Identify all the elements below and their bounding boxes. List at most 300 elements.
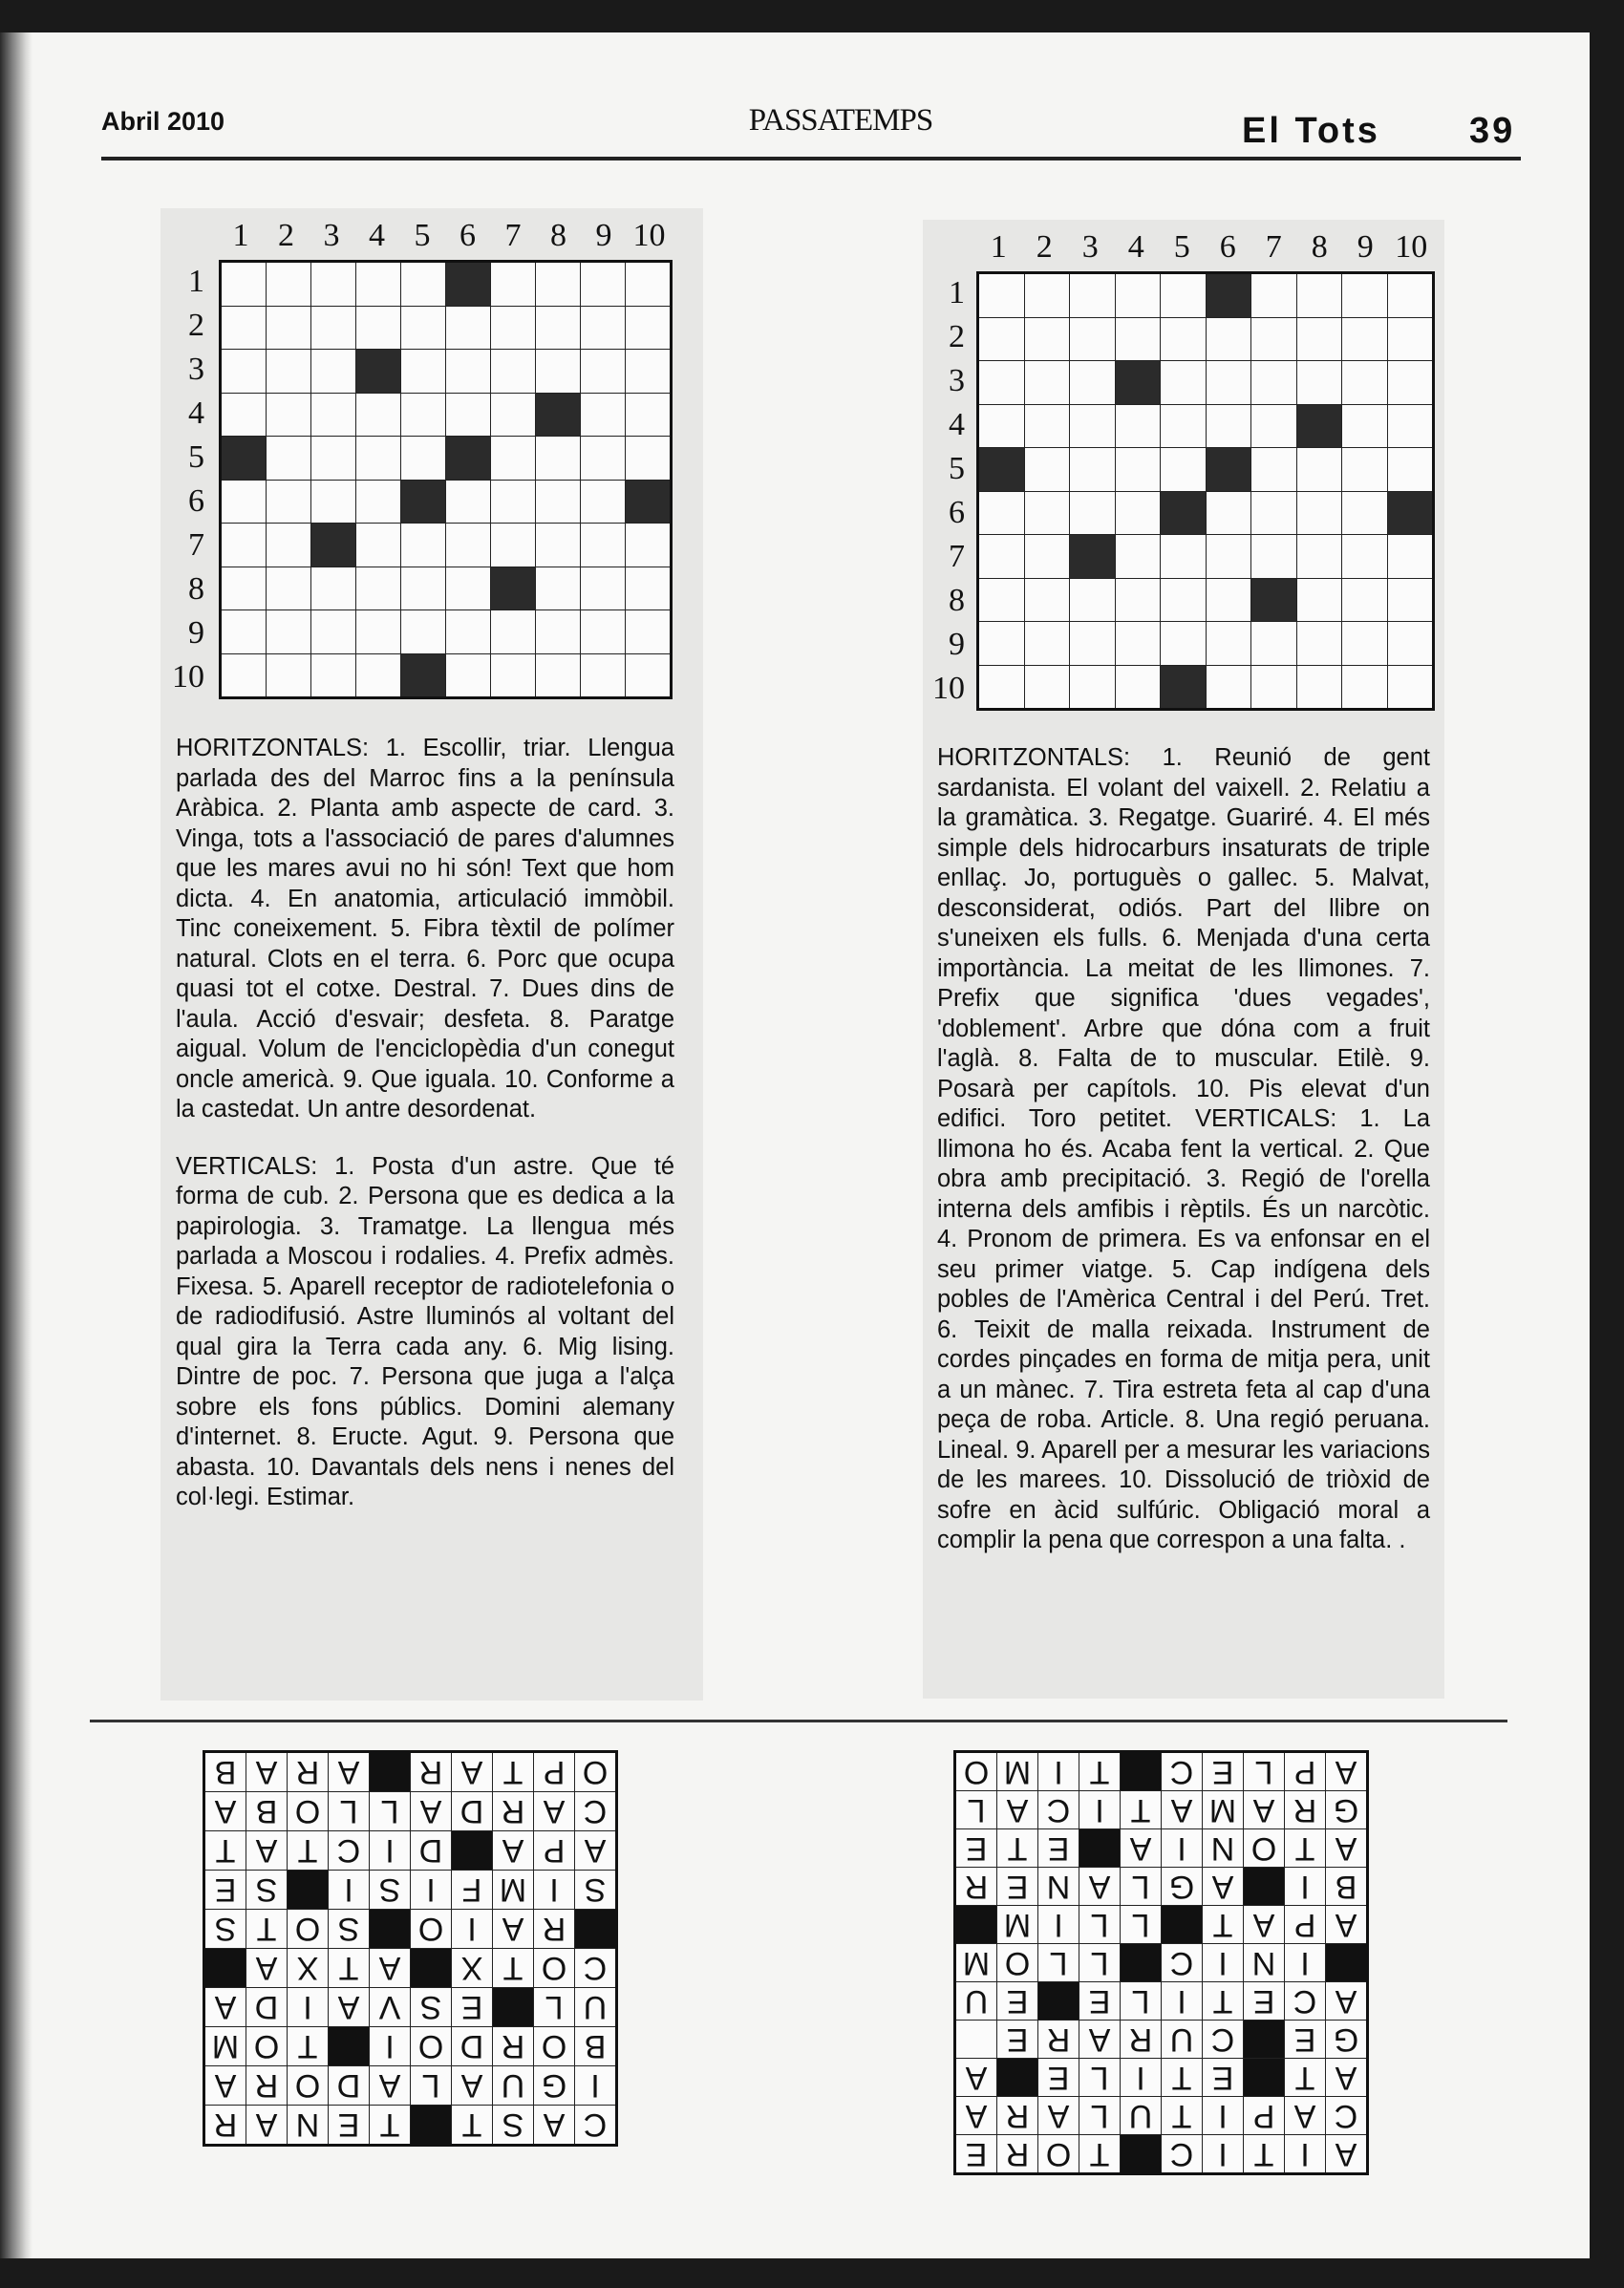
black-cell <box>1070 535 1116 579</box>
solution-cell: O <box>1038 2135 1079 2174</box>
grid-cell <box>1296 448 1342 492</box>
solution-cell: O <box>534 1949 575 1988</box>
grid-cell <box>1070 491 1116 535</box>
solution-cell: O <box>411 2027 452 2066</box>
grid-cell <box>1206 404 1251 448</box>
solution-black-cell <box>1038 1982 1079 2021</box>
issue-date: Abril 2010 <box>101 107 225 136</box>
grid-cell <box>267 262 311 307</box>
black-cell <box>311 524 356 567</box>
row-number: 2 <box>949 319 965 354</box>
solution-cell: V <box>370 1988 411 2027</box>
column-number: 1 <box>232 218 249 253</box>
solution-cell: L <box>955 1791 997 1829</box>
right-clues <box>937 743 1430 1583</box>
solution-black-cell <box>288 1871 329 1910</box>
solution-cell: E <box>997 1868 1038 1906</box>
grid-cell <box>491 480 536 524</box>
solution-cell: T <box>288 1831 329 1871</box>
grid-cell <box>1161 535 1207 579</box>
solution-cell: A <box>1326 2059 1368 2097</box>
solution-black-cell <box>204 1949 246 1988</box>
solution-cell: D <box>246 1988 288 2027</box>
solution-cell: I <box>1203 2097 1244 2135</box>
solution-cell: U <box>493 2066 534 2106</box>
solution-cell: E <box>997 1982 1038 2021</box>
grid-cell <box>626 350 672 394</box>
solution-cell: E <box>955 2135 997 2174</box>
solution-black-cell <box>1121 1944 1162 1982</box>
grid-cell <box>1296 535 1342 579</box>
grid-cell <box>221 567 267 610</box>
solution-cell: S <box>329 1910 370 1949</box>
solution-cell: O <box>411 1910 452 1949</box>
solution-cell: A <box>204 1988 246 2027</box>
solution-cell: A <box>1121 1829 1162 1868</box>
grid-cell <box>401 393 446 437</box>
grid-cell <box>1387 578 1434 622</box>
solution-cell: T <box>493 1949 534 1988</box>
solution-black-cell <box>575 1910 617 1949</box>
solution-black-cell <box>997 2059 1038 2097</box>
grid-cell <box>446 524 491 567</box>
grid-cell <box>1024 665 1070 710</box>
solution-cell: R <box>997 2097 1038 2135</box>
solution-cell: M <box>493 1871 534 1910</box>
solution-black-cell <box>329 2027 370 2066</box>
grid-cell <box>1115 535 1161 579</box>
solution-cell: I <box>1121 2059 1162 2097</box>
solution-cell: E <box>1079 1982 1121 2021</box>
grid-cell <box>1024 578 1070 622</box>
solution-cell: T <box>493 1752 534 1792</box>
solution-cell: L <box>329 1792 370 1831</box>
solution-cell: T <box>1162 2097 1203 2135</box>
solution-cell: B <box>246 1792 288 1831</box>
grid-cell <box>446 567 491 610</box>
solution-cell: X <box>288 1949 329 1988</box>
solution-cell: N <box>1203 1829 1244 1868</box>
grid-cell <box>491 610 536 654</box>
solution-black-cell <box>1162 1906 1203 1944</box>
grid-cell <box>491 306 536 350</box>
black-cell <box>1206 273 1251 318</box>
grid-cell <box>1161 578 1207 622</box>
grid-cell <box>1161 622 1207 666</box>
solution-cell: E <box>1203 2059 1244 2097</box>
left-clues <box>176 734 674 1540</box>
solution-cell: E <box>1285 2021 1326 2059</box>
solution-black-cell <box>1121 2135 1162 2174</box>
grid-cell <box>581 306 626 350</box>
grid-cell <box>311 567 356 610</box>
grid-cell <box>221 393 267 437</box>
grid-cell <box>581 567 626 610</box>
grid-cell <box>1024 622 1070 666</box>
grid-cell <box>1296 317 1342 361</box>
solution-cell: O <box>997 1944 1038 1982</box>
solution-cell: D <box>452 2027 493 2066</box>
column-number: 4 <box>1127 229 1144 265</box>
solution-cell: A <box>1244 1791 1285 1829</box>
grid-cell <box>221 653 267 698</box>
page-spine <box>0 32 32 2258</box>
grid-cell <box>1024 448 1070 492</box>
solution-cell: R <box>204 2106 246 2146</box>
black-cell <box>626 480 672 524</box>
solution-cell: T <box>1244 2135 1285 2174</box>
solution-cell: R <box>246 2066 288 2106</box>
solution-cell: O <box>288 2066 329 2106</box>
grid-cell <box>1115 404 1161 448</box>
grid-cell <box>536 480 581 524</box>
row-number: 4 <box>188 396 204 431</box>
solution-cell: I <box>1162 1982 1203 2021</box>
grid-cell <box>267 350 311 394</box>
grid-cell <box>536 610 581 654</box>
grid-cell <box>1387 317 1434 361</box>
grid-cell <box>1206 535 1251 579</box>
grid-cell <box>311 653 356 698</box>
grid-cell <box>626 653 672 698</box>
solution-cell: L <box>1079 2097 1121 2135</box>
solution-cell: A <box>1285 2097 1326 2135</box>
solution-black-cell <box>411 1949 452 1988</box>
solution-cell: S <box>246 1871 288 1910</box>
grid-cell <box>1115 622 1161 666</box>
solution-black-cell <box>411 2106 452 2146</box>
column-number: 10 <box>1395 229 1428 265</box>
solution-cell: S <box>370 1871 411 1910</box>
grid-cell <box>1342 535 1388 579</box>
row-number: 7 <box>188 527 204 563</box>
grid-cell <box>1387 448 1434 492</box>
solution-cell: A <box>1203 1868 1244 1906</box>
grid-cell <box>1296 491 1342 535</box>
right-crossword-grid <box>976 271 1435 711</box>
solution-cell: A <box>1244 1906 1285 1944</box>
right-clue-text: HORITZONTALS: 1. Reunió de gent sardanista. El volant del vaixell. 2. Relatiu a la gramàtica. 3. Regatge. Guariré. 4. El més simple dels hidrocarburs insaturats de triple enllaç. Jo, portuguès o gallec. 5. Malvat, desconsiderat, odiós. Part del llibre on s'uneixen els fulls. 6. Menjada d'una certa importància. La meitat de les llimones. 7. Prefix que significa 'dues vegades', 'doblement'. Arbre que dóna com a fruit l'aglà. 8. Falta de to muscular. Etilè. 9. Posarà per capítols. 10. Pis elevat d'un edifici. Toro petitet. VERTICALS: 1. La llimona ho és. Acaba fent la vertical. 2. Que obra amb precipitació. 3. Regió de l'orella interna dels amfibis i rèptils. És un narcòtic. 4. Pronom de primera. Es va enfonsar en el seu primer viatge. 5. Cap indígena dels pobles de l'Amèrica Central i del Perú. Tret. 6. Teixit de malla reixada. Instrument de cordes pinçades en forma de mitja pera, unit a un mànec. 7. Tira estreta feta al cap d'una peça de roba. Article. 8. Una regió peruana. Lineal. 9. Aparell per a mesurar les variacions de les marees. 10. Dissolució de triòxid de sofre en àcid sulfúric. Obligació moral a complir la pena que correspon a una falta. . <box>937 744 1430 1553</box>
solution-cell: T <box>1079 2135 1121 2174</box>
grid-cell <box>581 350 626 394</box>
row-number: 5 <box>949 451 965 486</box>
row-number: 8 <box>188 571 204 607</box>
row-number: 7 <box>949 539 965 574</box>
solution-cell: S <box>204 1910 246 1949</box>
solution-cell: L <box>370 1792 411 1831</box>
grid-cell <box>311 610 356 654</box>
solution-cell: A <box>493 1910 534 1949</box>
solution-cell: E <box>1203 1752 1244 1791</box>
grid-cell <box>1251 622 1297 666</box>
grid-cell <box>221 524 267 567</box>
solution-cell: I <box>1285 1944 1326 1982</box>
solution-cell: A <box>370 1949 411 1988</box>
grid-cell <box>1387 273 1434 318</box>
solution-cell: I <box>1038 1906 1079 1944</box>
row-number: 6 <box>949 495 965 530</box>
solutions-divider <box>90 1720 1507 1722</box>
solution-cell: A <box>204 1792 246 1831</box>
solution-cell: A <box>1162 1791 1203 1829</box>
solution-cell: R <box>955 1868 997 1906</box>
solution-cell: I <box>1079 1791 1121 1829</box>
solution-cell: D <box>329 2066 370 2106</box>
solution-cell: B <box>204 1752 246 1792</box>
solution-cell: I <box>1203 1944 1244 1982</box>
solution-cell: P <box>1285 1906 1326 1944</box>
black-cell <box>1161 665 1207 710</box>
solution-cell: R <box>534 1910 575 1949</box>
solution-cell: A <box>955 2059 997 2097</box>
solution-cell: R <box>1121 2021 1162 2059</box>
grid-cell <box>581 524 626 567</box>
row-number: 6 <box>188 483 204 519</box>
column-number: 9 <box>595 218 612 253</box>
grid-cell <box>401 350 446 394</box>
solution-cell: A <box>493 1831 534 1871</box>
solution-cell: A <box>370 2066 411 2106</box>
grid-cell <box>1296 622 1342 666</box>
solution-cell: P <box>534 1752 575 1792</box>
grid-cell <box>1206 622 1251 666</box>
black-cell <box>446 437 491 481</box>
grid-cell <box>1161 404 1207 448</box>
solution-cell: C <box>1326 2097 1368 2135</box>
grid-cell <box>1251 448 1297 492</box>
row-number: 1 <box>949 275 965 310</box>
grid-cell <box>978 665 1025 710</box>
grid-cell <box>581 262 626 307</box>
grid-cell <box>536 437 581 481</box>
solution-cell: C <box>1285 1982 1326 2021</box>
solution-cell: U <box>1121 2097 1162 2135</box>
section-title: PASSATEMPS <box>748 103 933 138</box>
left-crossword-grid <box>219 260 673 699</box>
solution-cell: L <box>1244 1752 1285 1791</box>
solution-cell: L <box>534 1988 575 2027</box>
solution-cell: P <box>1285 1752 1326 1791</box>
solution-cell: C <box>1162 2135 1203 2174</box>
black-cell <box>1161 491 1207 535</box>
solution-cell: A <box>204 2066 246 2106</box>
grid-cell <box>446 393 491 437</box>
column-number: 2 <box>278 218 294 253</box>
solution-cell: S <box>411 1988 452 2027</box>
grid-cell <box>1024 404 1070 448</box>
page-number: 39 <box>1469 111 1516 151</box>
grid-cell <box>1161 448 1207 492</box>
grid-cell <box>311 393 356 437</box>
solution-cell: T <box>1285 1829 1326 1868</box>
grid-cell <box>626 306 672 350</box>
column-number: 4 <box>369 218 385 253</box>
solution-cell: T <box>1079 1752 1121 1791</box>
solution-cell: O <box>575 1752 617 1792</box>
grid-cell <box>1296 273 1342 318</box>
solution-cell: X <box>452 1949 493 1988</box>
solution-cell: A <box>1038 2097 1079 2135</box>
row-number: 1 <box>188 264 204 299</box>
solution-cell: C <box>575 1949 617 1988</box>
grid-cell <box>267 393 311 437</box>
solution-cell: L <box>1121 1982 1162 2021</box>
grid-cell <box>491 262 536 307</box>
solution-cell: E <box>955 1829 997 1868</box>
grid-cell <box>1206 665 1251 710</box>
solution-cell: S <box>493 2106 534 2146</box>
grid-cell <box>581 653 626 698</box>
grid-cell <box>267 524 311 567</box>
solution-cell: L <box>1121 1868 1162 1906</box>
solution-cell: C <box>575 1792 617 1831</box>
grid-cell <box>1206 491 1251 535</box>
solution-black-cell <box>1244 2059 1285 2097</box>
grid-cell <box>491 437 536 481</box>
black-cell <box>1296 404 1342 448</box>
grid-cell <box>1115 273 1161 318</box>
row-number: 2 <box>188 308 204 343</box>
solution-black-cell <box>452 1831 493 1871</box>
solution-cell: S <box>575 1871 617 1910</box>
grid-cell <box>1024 491 1070 535</box>
solution-cell: T <box>1121 1791 1162 1829</box>
solution-cell: G <box>1326 2021 1368 2059</box>
grid-cell <box>978 491 1025 535</box>
solution-cell: O <box>1244 1829 1285 1868</box>
grid-cell <box>1070 317 1116 361</box>
grid-cell <box>356 610 401 654</box>
solution-cell: L <box>1079 1944 1121 1982</box>
solution-black-cell <box>370 1752 411 1792</box>
grid-cell <box>1387 404 1434 448</box>
grid-cell <box>1251 317 1297 361</box>
grid-cell <box>1206 361 1251 405</box>
solution-cell: T <box>997 1829 1038 1868</box>
grid-cell <box>536 262 581 307</box>
grid-cell <box>978 578 1025 622</box>
grid-cell <box>221 480 267 524</box>
solution-cell: T <box>1203 1906 1244 1944</box>
black-cell <box>401 480 446 524</box>
solution-cell: I <box>370 2027 411 2066</box>
solution-cell: L <box>1079 1906 1121 1944</box>
grid-cell <box>626 262 672 307</box>
black-cell <box>1115 361 1161 405</box>
solution-cell: R <box>493 1792 534 1831</box>
grid-cell <box>1161 273 1207 318</box>
grid-cell <box>1115 317 1161 361</box>
solution-cell: O <box>288 1792 329 1831</box>
grid-cell <box>311 350 356 394</box>
column-number: 8 <box>550 218 566 253</box>
grid-cell <box>446 306 491 350</box>
solution-black-cell <box>1244 1868 1285 1906</box>
column-number: 8 <box>1311 229 1328 265</box>
grid-cell <box>1115 665 1161 710</box>
black-cell <box>401 653 446 698</box>
solution-cell: A <box>329 1988 370 2027</box>
grid-cell <box>1024 317 1070 361</box>
solution-cell: G <box>1162 1868 1203 1906</box>
grid-cell <box>401 567 446 610</box>
column-number: 6 <box>1219 229 1236 265</box>
solution-cell: E <box>1038 2059 1079 2097</box>
solution-cell: L <box>1121 1906 1162 1944</box>
black-cell <box>491 567 536 610</box>
grid-cell <box>1251 273 1297 318</box>
grid-cell <box>491 524 536 567</box>
grid-cell <box>311 480 356 524</box>
solution-cell: C <box>1203 2021 1244 2059</box>
solution-cell: N <box>1038 1868 1079 1906</box>
grid-cell <box>267 480 311 524</box>
grid-cell <box>401 610 446 654</box>
column-number: 5 <box>414 218 431 253</box>
solution-cell: G <box>1326 1791 1368 1829</box>
solution-cell: C <box>575 2106 617 2146</box>
solution-cell: R <box>1038 2021 1079 2059</box>
grid-cell <box>356 567 401 610</box>
grid-cell <box>1251 665 1297 710</box>
solution-cell: U <box>955 1982 997 2021</box>
black-cell <box>536 393 581 437</box>
solution-cell: A <box>575 1831 617 1871</box>
grid-cell <box>1115 578 1161 622</box>
grid-cell <box>1342 273 1388 318</box>
grid-cell <box>221 306 267 350</box>
solution-black-cell <box>370 1910 411 1949</box>
column-number: 9 <box>1357 229 1374 265</box>
solution-cell: N <box>288 2106 329 2146</box>
solution-cell: T <box>329 1949 370 1988</box>
left-solution-grid <box>203 1750 618 2147</box>
column-number: 6 <box>459 218 476 253</box>
solution-cell: I <box>452 1910 493 1949</box>
grid-cell <box>491 653 536 698</box>
solution-cell <box>955 2021 997 2059</box>
grid-cell <box>267 567 311 610</box>
grid-cell <box>1342 622 1388 666</box>
grid-cell <box>221 610 267 654</box>
grid-cell <box>1115 491 1161 535</box>
solution-cell: A <box>1079 1868 1121 1906</box>
solution-cell: I <box>411 1871 452 1910</box>
grid-cell <box>267 306 311 350</box>
solution-cell: A <box>1326 1752 1368 1791</box>
grid-cell <box>267 437 311 481</box>
grid-cell <box>978 622 1025 666</box>
solution-cell: T <box>288 2027 329 2066</box>
solution-cell: O <box>955 1752 997 1791</box>
grid-cell <box>1342 361 1388 405</box>
grid-cell <box>1387 361 1434 405</box>
solution-cell: A <box>452 2066 493 2106</box>
grid-cell <box>1070 622 1116 666</box>
solution-cell: A <box>1326 2135 1368 2174</box>
solution-cell: A <box>997 1791 1038 1829</box>
solution-cell: M <box>204 2027 246 2066</box>
solution-cell: A <box>1326 1982 1368 2021</box>
solution-cell: T <box>370 2106 411 2146</box>
grid-cell <box>536 653 581 698</box>
left-horizontal-clues: HORITZONTALS: 1. Escollir, triar. Llengua parlada des del Marroc fins a la península Aràbica. 2. Planta amb aspecte de card. 3. Vinga, tots a l'associació de pares d'alumnes que les mares avui no hi són! Text que hom dicta. 4. En anatomia, articulació immòbil. Tinc coneixement. 5. Fibra tèxtil de polímer natural. Clots en el terra. 6. Porc que ocupa quasi tot el cotxe. Destral. 7. Dues dins de l'aula. Acció d'esvair; desfeta. 8. Paratge aigual. Volum de l'enciclopèdia d'un conegut oncle americà. 9. Que iguala. 10. Conforme a la castedat. Un antre desordenat. <box>176 735 674 1123</box>
grid-cell <box>1251 404 1297 448</box>
grid-cell <box>1070 404 1116 448</box>
solution-cell: P <box>534 1831 575 1871</box>
grid-cell <box>978 361 1025 405</box>
solution-cell: U <box>1162 2021 1203 2059</box>
